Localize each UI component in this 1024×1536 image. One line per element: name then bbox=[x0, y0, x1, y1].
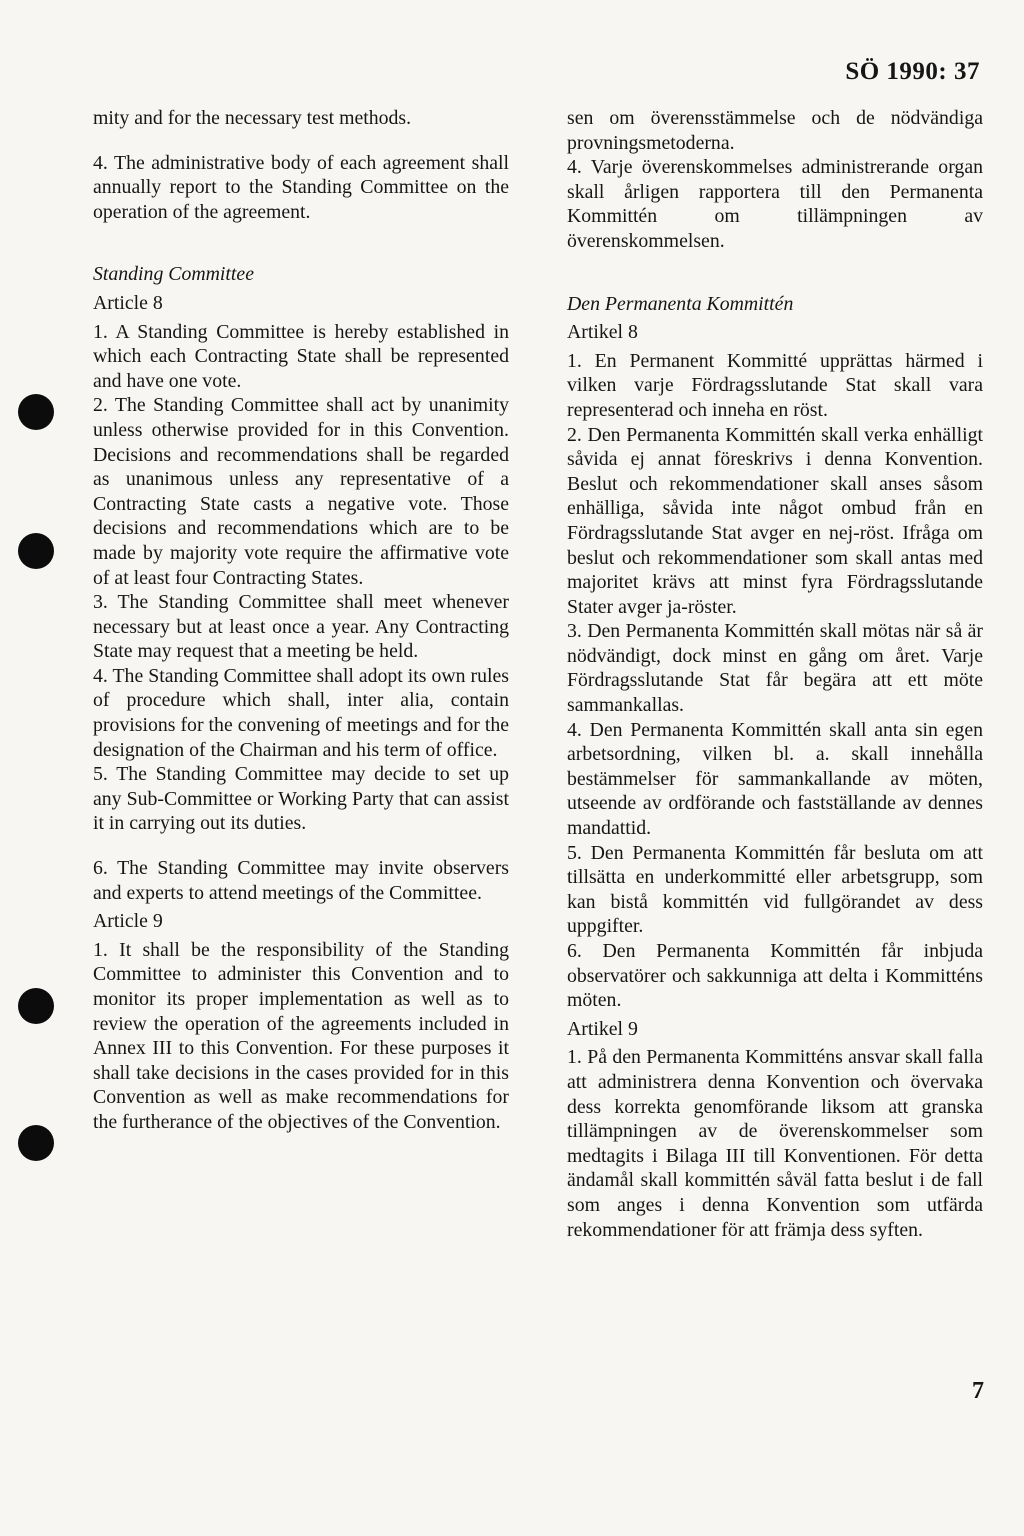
english-article-8-para-1: 1. A Standing Committee is hereby established in which each Contracting State shall be represented and have one vote. bbox=[93, 320, 509, 392]
english-article-8-title: Article 8 bbox=[93, 291, 163, 314]
swedish-article-9-title: Artikel 9 bbox=[567, 1017, 638, 1040]
swedish-article-8-title: Artikel 8 bbox=[567, 321, 638, 344]
swedish-article-8-para-3: 3. Den Permanenta Kommittén skall mötas när så är nödvändigt, dock minst en gång om året. Varje Fördragsslutande Stat får begära att ett möte sammankallas. bbox=[567, 620, 983, 717]
swedish-column bbox=[567, 106, 983, 1242]
swedish-article-8-para-6: 6. Den Permanenta Kommittén får inbjuda observatörer och sakkunniga att delta i Kommitténs möten. bbox=[567, 940, 983, 1012]
english-article-9-para-1: 1. It shall be the responsibility of the Standing Committee to administer this Convention and to monitor its proper implementation as well as to review the operation of the agreements included in Annex III to this Convention. For these purposes it shall take decisions in the cases provided for in this Convention as well as make recommendations for the furtherance of the objectives of the Convention. bbox=[93, 938, 509, 1133]
swedish-section-heading: Den Permanenta Kommittén bbox=[567, 292, 794, 315]
binder-hole-2 bbox=[18, 533, 54, 569]
english-article-8-para-2: 2. The Standing Committee shall act by unanimity unless otherwise provided for in this Convention. Decisions and recommendations shall be regarded as unanimous unless any representative of a Contracting State casts a negative vote. Those decisions and recommendations which are to be made by majority vote require the affirmative vote of at least four Contracting States. bbox=[93, 394, 509, 589]
page-number: 7 bbox=[972, 1378, 984, 1404]
english-article-8-para-3: 3. The Standing Committee shall meet whenever necessary but at least once a year. Any Contracting State may request that a meeting be held. bbox=[93, 591, 509, 663]
swedish-article-8-para-1: 1. En Permanent Kommitté upprättas härmed i vilken varje Fördragsslutande Stat skall vara representerad och inneha en röst. bbox=[567, 349, 983, 421]
english-section-heading: Standing Committee bbox=[93, 263, 254, 286]
binder-hole-4 bbox=[18, 1125, 54, 1161]
english-continuation: mity and for the necessary test methods. bbox=[93, 107, 412, 129]
document-reference: SÖ 1990: 37 bbox=[845, 58, 980, 85]
english-paragraph-4: 4. The administrative body of each agreement shall annually report to the Standing Committee on the operation of the agreement. bbox=[93, 151, 509, 223]
swedish-article-8-para-2: 2. Den Permanenta Kommittén skall verka enhälligt såvida ej annat föreskrivs i denna Konvention. Beslut och rekommendationer skall anses såsom enhälliga, såvida inte något ombud från en Fördragsslutande Stat avger en nej-röst. Ifråga om beslut och rekommendationer som skall antas med majoritet krävs att minst fyra Fördragsslutande Stater avger ja-röster. bbox=[567, 423, 983, 618]
swedish-article-8-para-4: 4. Den Permanenta Kommittén skall anta sin egen arbetsordning, vilken bl. a. skall innehålla bestämmelser för sammankallande av möten, utseende av ordförande och fastställande av dennes mandattid. bbox=[567, 718, 983, 840]
english-column bbox=[93, 106, 509, 1135]
english-article-8-para-5: 5. The Standing Committee may decide to set up any Sub-Committee or Working Party that can assist it in carrying out its duties. bbox=[93, 763, 509, 835]
binder-hole-3 bbox=[18, 988, 54, 1024]
swedish-article-8-para-5: 5. Den Permanenta Kommittén får besluta om att tillsätta en underkommitté eller arbetsgrupp, som kan bistå kommittén vid fullgörandet av dess uppgifter. bbox=[567, 841, 983, 938]
english-article-9-title: Article 9 bbox=[93, 910, 163, 933]
english-article-8-para-6: 6. The Standing Committee may invite observers and experts to attend meetings of the Committee. bbox=[93, 857, 509, 904]
swedish-article-9-para-1: 1. På den Permanenta Kommitténs ansvar skall falla att administrera denna Konvention och övervaka dess korrekta genomförande liksom att granska tillämpningen av de överenskommelser som medtagits i Bilaga III till Konventionen. För detta ändamål skall kommittén såväl fatta beslut i de fall som anges i denna Konvention som utfärda rekommendationer för att främja dess syften. bbox=[567, 1046, 983, 1241]
binder-hole-1 bbox=[18, 394, 54, 430]
english-article-8-para-4: 4. The Standing Committee shall adopt its own rules of procedure which shall, inter alia, contain provisions for the convening of meetings and for the designation of the Chairman and his term of office. bbox=[93, 664, 509, 761]
swedish-continuation: sen om överensstämmelse och de nödvändiga provningsmetoderna. bbox=[567, 107, 983, 154]
swedish-paragraph-4: 4. Varje överenskommelses administrerande organ skall årligen rapportera till den Permanenta Kommittén om tillämpningen av överenskommelsen. bbox=[567, 156, 983, 252]
